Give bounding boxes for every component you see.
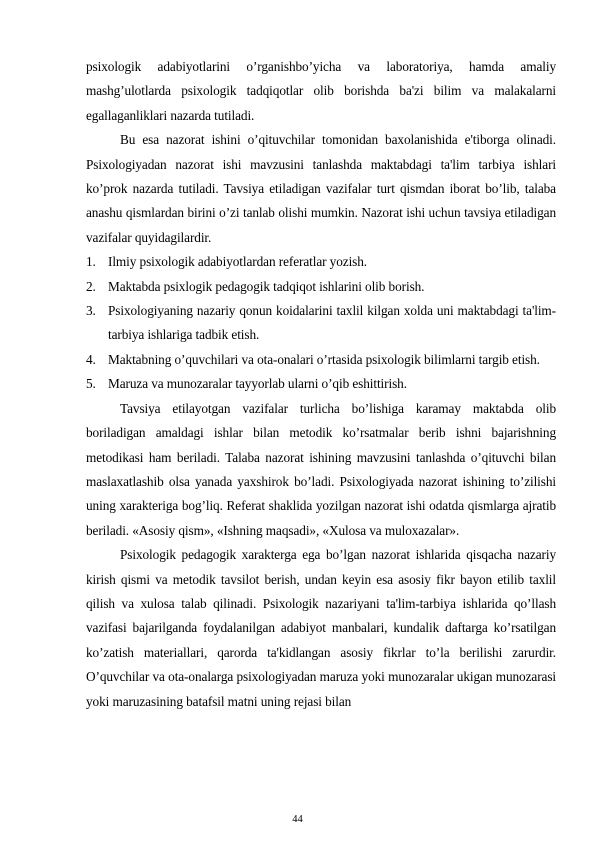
list-item <box>86 372 556 396</box>
paragraph: Tavsiya etilayotgan vazifalar turlicha bo’lishiga karamay maktabda olib boriladigan amaldagi ishlar bilan metodik ko’rsatmalar berib ishni bajarishning metodikasi ham beriladi. Talaba nazorat ishining mavzusini tanlashda o’qituvchi bilan maslaxatlashib olsa yanada yaxshirok bo’ladi. Psixologiyada nazorat ishining to’zilishi uning xarakteriga bog’liq. Referat shaklida yozilgan nazorat ishi odatda qismlarga ajratib beriladi. «Asosiy qism», «Ishning maqsadi», «Xulosa va muloxazalar». <box>86 400 556 538</box>
list-number: 2. <box>86 278 96 294</box>
page-body <box>86 55 556 714</box>
paragraph: Psixologik pedagogik xarakterga ega bo’lgan nazorat ishlarida qisqacha nazariy kirish qismi va metodik tavsilot berish, undan keyin esa asosiy fikr bayon etilib taxlil qilish va xulosa talab qilinadi. Psixologik nazariyani ta'lim-tarbiya ishlarida qo’llash vazifasi bajarilganda foydalanilgan adabiyot manbalari, kundalik daftarga ko’rsatilgan ko’zatish materiallari, qarorda ta'kidlangan asosiy fikrlar to’la berilishi zarurdir. O’quvchilar va ota-onalarga psixologiyadan maruza yoki munozaralar ukigan munozarasi yoki maruzasining batafsil matni uning rejasi bilan <box>86 547 556 709</box>
list-item-text: Ilmiy psixologik adabiyotlardan referatlar yozish. <box>108 254 368 270</box>
list-item <box>86 348 556 372</box>
list-number: 1. <box>86 254 96 270</box>
page-number: 44 <box>292 814 303 825</box>
task-list <box>86 250 556 396</box>
list-item-text: Maruza va munozaralar tayyorlab ularni o’qib eshittirish. <box>108 376 407 392</box>
list-item <box>86 275 556 299</box>
list-number: 4. <box>86 351 96 367</box>
list-item-text: Maktabda psixlogik pedagogik tadqiqot ishlarini olib borish. <box>108 278 425 294</box>
paragraph: Bu esa nazorat ishini o’qituvchilar tomonidan baxolanishida e'tiborga olinadi. Psixologiyadan nazorat ishi mavzusini tanlashda maktabdagi ta'lim tarbiya ishlari ko’prok nazarda tutiladi. Tavsiya etiladigan vazifalar turt qismdan iborat bo’lib, talaba anashu qismlardan birini o’zi tanlab olishi mumkin. Nazorat ishi uchun tavsiya etiladigan vazifalar quyidagilardir. <box>86 132 556 245</box>
list-number: 3. <box>86 303 96 319</box>
list-item <box>86 250 556 274</box>
paragraph-continued: psixologik adabiyotlarini o’rganishbo’yicha va laboratoriya, hamda amaliy mashg’ulotlarda psixologik tadqiqotlar olib borishda ba'zi bilim va malakalarni egallaganliklari nazarda tutiladi. <box>86 59 556 123</box>
list-item-text: Maktabning o’quvchilari va ota-onalari o’rtasida psixologik bilimlarni targib etish. <box>108 351 540 367</box>
list-item-text: Psixologiyaning nazariy qonun koidalarini taxlil kilgan xolda uni maktabdagi ta'lim-tarbiya ishlariga tadbik etish. <box>108 303 556 343</box>
list-item <box>86 299 556 348</box>
list-number: 5. <box>86 376 96 392</box>
